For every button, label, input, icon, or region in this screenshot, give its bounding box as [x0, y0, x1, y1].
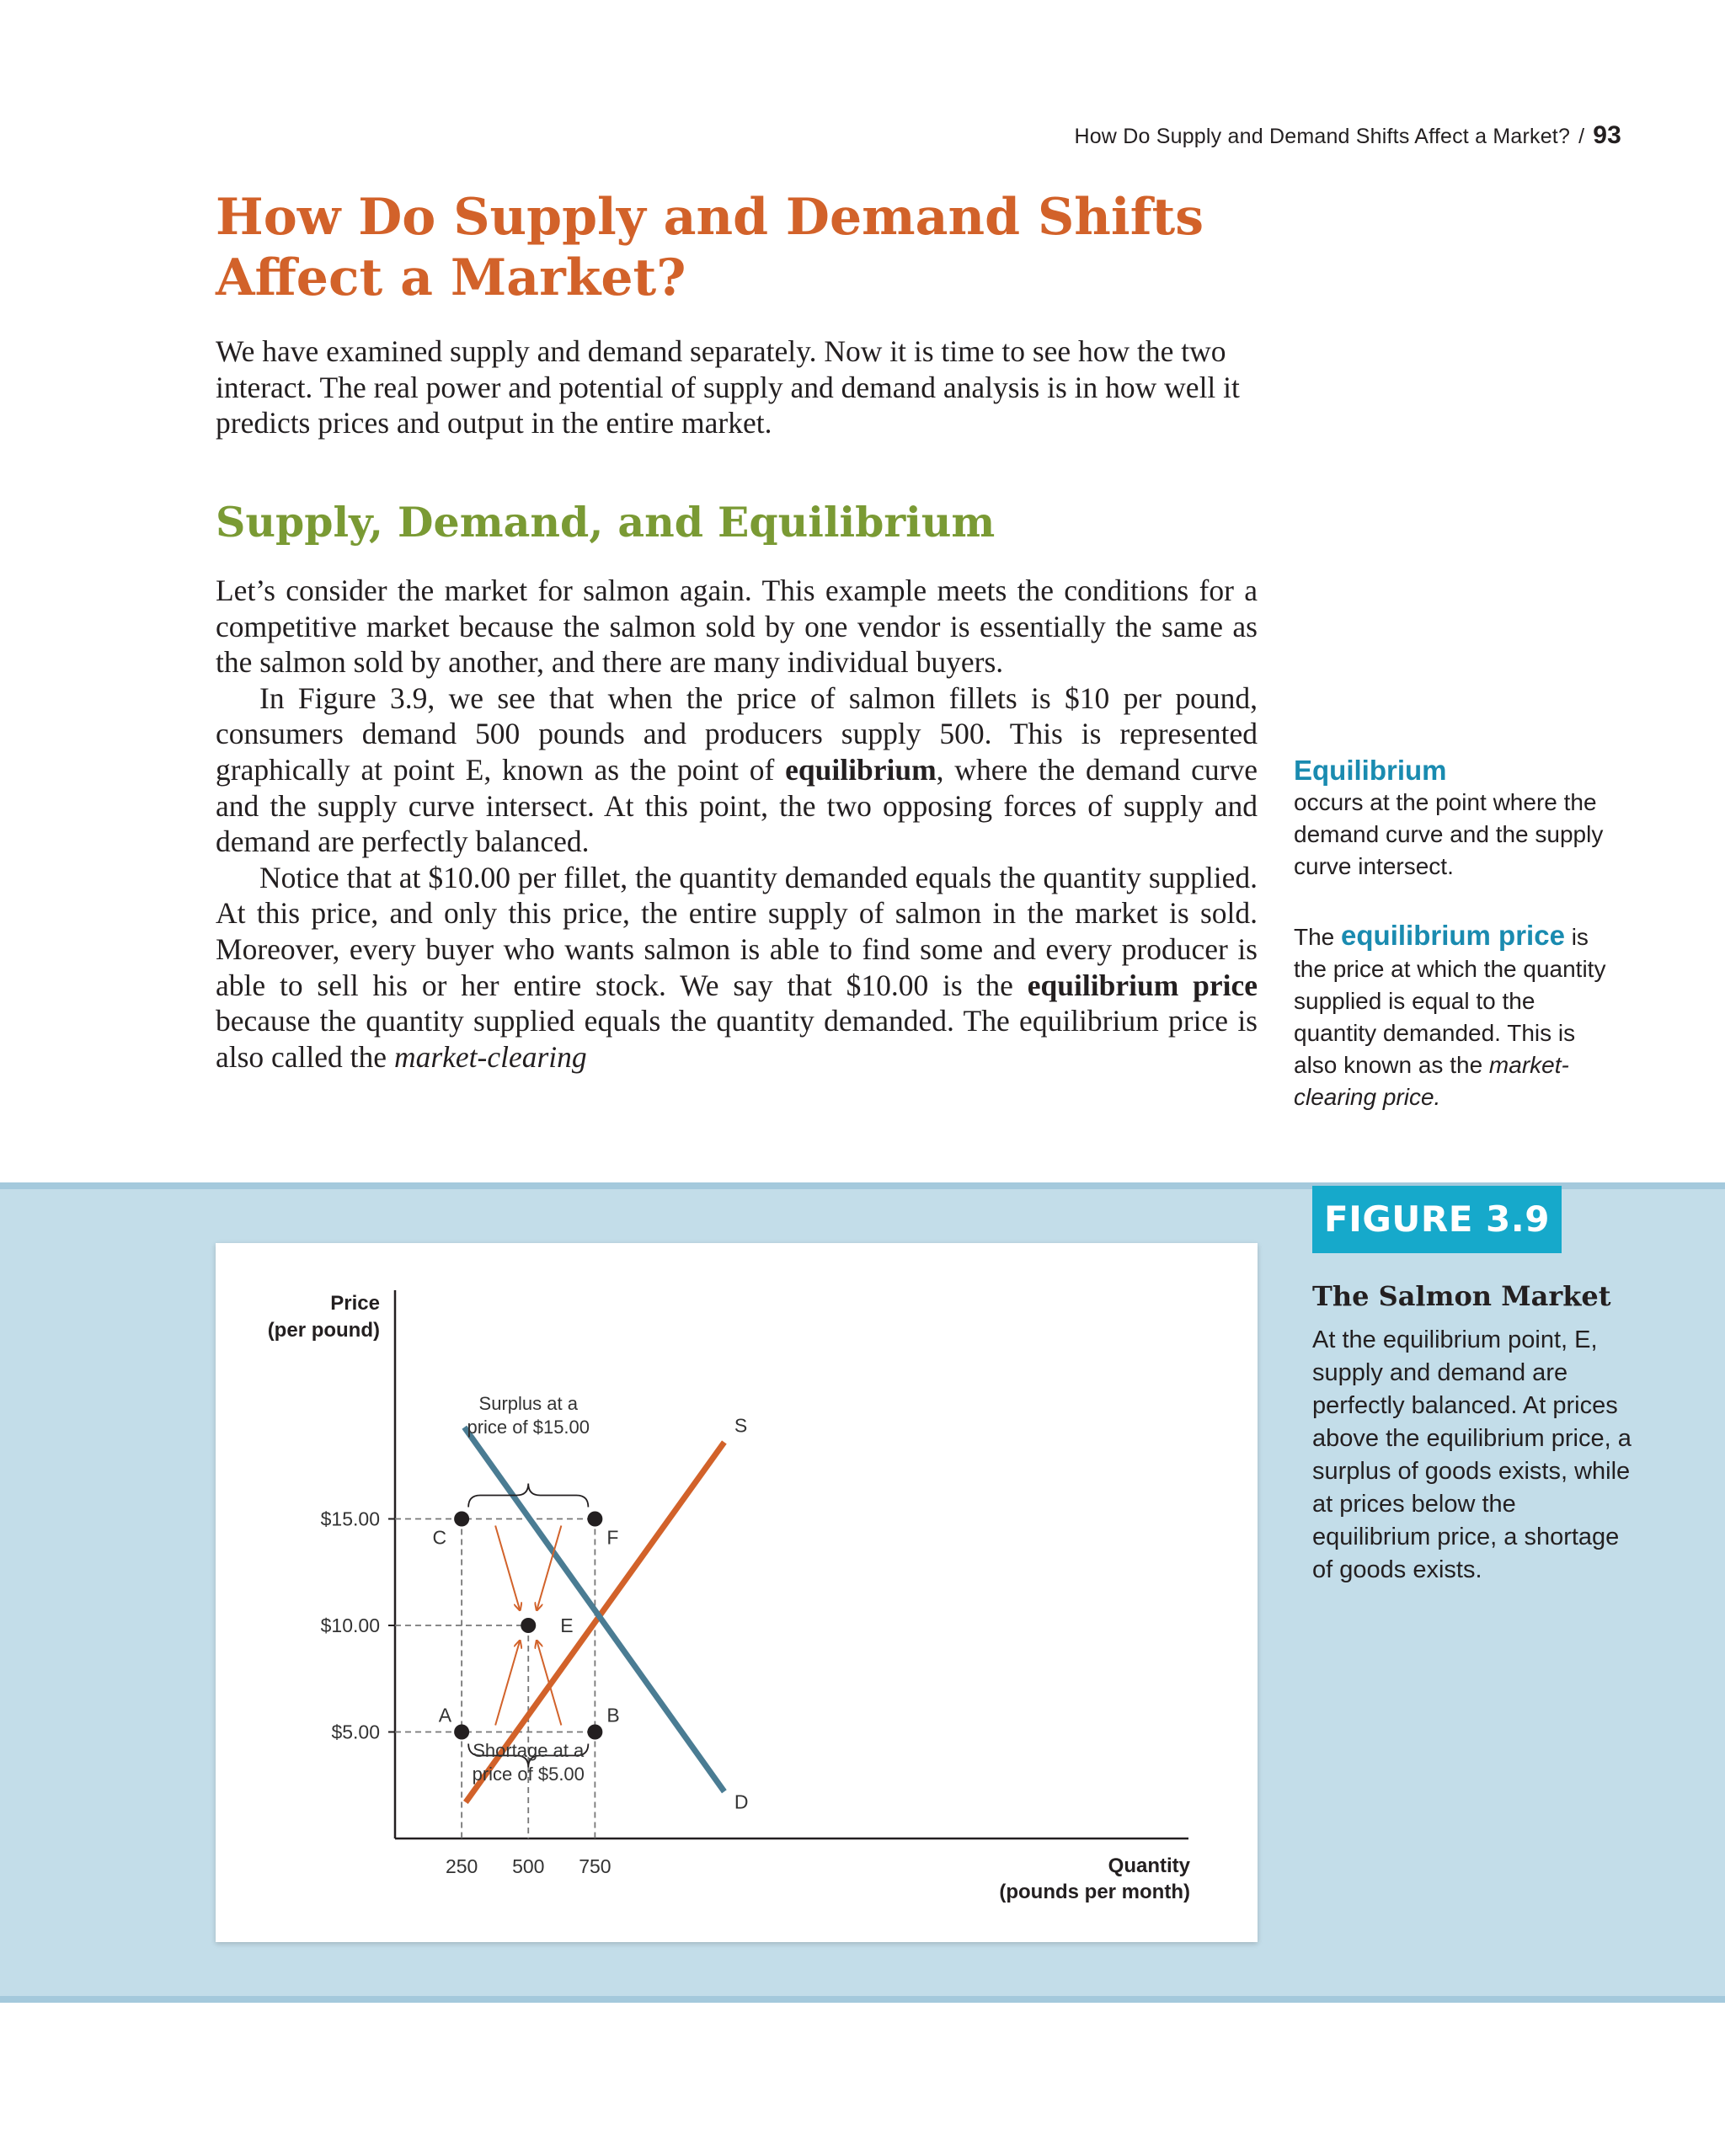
x-tick-label: 500	[512, 1855, 545, 1877]
point-label-F: F	[606, 1526, 619, 1549]
point-label-B: B	[606, 1704, 620, 1726]
p2-term-equilibrium: equilibrium	[785, 752, 937, 787]
p3-text-b: because the quantity supplied equals the quantity demanded. The equilibrium price is also called the	[216, 1004, 1258, 1074]
salmon-market-chart	[216, 1243, 1258, 1942]
p3-italic-market-clearing: market-clearing	[393, 1039, 587, 1074]
margin-term-equilibrium-price: equilibrium price	[1341, 920, 1565, 951]
series-label-S: S	[734, 1414, 748, 1437]
x-axis-label-line1: Quantity	[1108, 1854, 1190, 1877]
running-head-separator: /	[1578, 125, 1585, 148]
margin-italic-market-clearing: market-clearing price.	[1294, 1052, 1569, 1110]
margin-note-equilibrium	[1294, 755, 1614, 883]
figure-label: FIGURE 3.9	[1312, 1186, 1562, 1253]
intro-paragraph: We have examined supply and demand separately. Now it is time to see how the two interact. The real power and potential of supply and demand analysis is in how well it predicts prices and output in the entire market.	[216, 334, 1240, 440]
margin-definition-equilibrium: occurs at the point where the demand curve and the supply curve intersect.	[1294, 789, 1604, 879]
p3-term-equilibrium-price: equilibrium price	[1027, 968, 1258, 1002]
x-axis-label-line2: (pounds per month)	[999, 1881, 1190, 1903]
section-title-line1: How Do Supply and Demand Shifts	[216, 188, 1204, 247]
figure-panel	[216, 1243, 1258, 1942]
point-B	[587, 1725, 602, 1740]
surplus-label-line2: price of $15.00	[467, 1417, 590, 1438]
point-label-A: A	[438, 1704, 452, 1726]
y-tick-label: $5.00	[331, 1721, 380, 1743]
adjustment-arrow	[495, 1526, 520, 1611]
body-paragraph-3	[216, 860, 1258, 1075]
x-tick-label: 750	[579, 1855, 611, 1877]
adjustment-arrow	[537, 1641, 561, 1726]
margin-pre: The	[1294, 924, 1342, 950]
point-A	[454, 1725, 469, 1740]
running-head	[1074, 121, 1621, 150]
surplus-brace	[468, 1484, 588, 1508]
margin-note-equilibrium-price	[1294, 920, 1614, 1113]
figure-title: The Salmon Market	[1312, 1280, 1611, 1312]
figure-caption: At the equilibrium point, E, supply and demand are perfectly balanced. At prices above the equilibrium price, a surplus of goods exists, while at prices below the equilibrium price, a shortage of goods exists.	[1312, 1326, 1632, 1583]
point-label-C: C	[432, 1526, 447, 1549]
point-C	[454, 1512, 469, 1527]
y-axis-label-line1: Price	[330, 1292, 380, 1315]
point-F	[587, 1512, 602, 1527]
x-tick-label: 250	[445, 1855, 478, 1877]
point-E	[521, 1618, 536, 1633]
y-axis-label-line2: (per pound)	[267, 1319, 380, 1342]
shortage-label-line1: Shortage at a	[473, 1740, 585, 1761]
surplus-label-line1: Surplus at a	[478, 1393, 578, 1414]
series-label-D: D	[734, 1790, 749, 1813]
p3-text-a: Notice that at $10.00 per fillet, the quantity demanded equals the quantity supplied. At this price, and only this price, the entire supply of salmon in the market is sold. Moreover, every buyer who wants salmon is able to find some and every producer is able to sell his or her entire stock. We say that $10.00 is the	[216, 860, 1258, 1002]
section-title-line2: Affect a Market?	[216, 248, 686, 307]
adjustment-arrow	[495, 1641, 520, 1726]
body-paragraph-2	[216, 680, 1258, 860]
section-title	[216, 187, 1226, 308]
y-tick-label: $10.00	[320, 1614, 380, 1636]
margin-term-equilibrium: Equilibrium	[1294, 755, 1447, 786]
p2-text-b: , where the demand curve and the supply curve intersect. At this point, the two opposing forces of supply and demand are perfectly balanced.	[216, 752, 1258, 859]
page-number: 93	[1593, 121, 1621, 149]
running-head-title: How Do Supply and Demand Shifts Affect a Market?	[1074, 125, 1571, 148]
p2-text-a: In Figure 3.9, we see that when the price of salmon fillets is $10 per pound, consumers demand 500 pounds and producers supply 500. This is represented graphically at point E, known as the point of	[216, 680, 1258, 787]
y-tick-label: $15.00	[320, 1508, 380, 1530]
body-text	[216, 573, 1258, 1075]
shortage-label-line2: price of $5.00	[472, 1764, 585, 1785]
subsection-title: Supply, Demand, and Equilibrium	[216, 498, 996, 547]
point-label-E: E	[560, 1614, 574, 1636]
body-paragraph-1: Let’s consider the market for salmon again. This example meets the conditions for a competitive market because the salmon sold by one vendor is essentially the same as the salmon sold by another, and there are many individual buyers.	[216, 574, 1258, 680]
margin-definition-equilibrium-price: is the price at which the quantity supplied is equal to the quantity demanded. This is also known as the	[1294, 924, 1606, 1078]
